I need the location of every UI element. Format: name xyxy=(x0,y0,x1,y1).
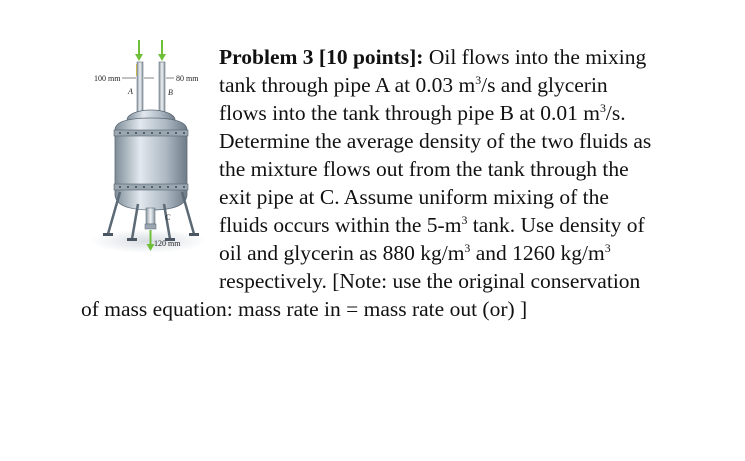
superscript-cubed: 3 xyxy=(600,100,606,115)
superscript-cubed: 3 xyxy=(464,240,471,255)
problem-line-8-text-a: oil and glycerin as 880 kg/m xyxy=(219,241,465,265)
inflow-arrow-b xyxy=(158,40,166,61)
problem-line-3 xyxy=(219,100,626,126)
problem-line-8-text-b: and 1260 kg/m xyxy=(470,241,605,265)
pipe-a xyxy=(137,62,143,112)
pipe-label-b: B xyxy=(168,88,173,97)
problem-line-7-text-b: tank. Use density of xyxy=(467,213,645,237)
dim-label-pipe-a: 100 mm xyxy=(94,74,121,83)
problem-line-2-text-a: tank through pipe A at 0.03 m xyxy=(219,73,476,97)
pipe-b xyxy=(159,62,165,112)
problem-line-7-text-a: fluids occurs within the 5-m xyxy=(219,213,462,237)
problem-line-5: the mixture flows out from the tank through the xyxy=(219,157,629,181)
problem-line-1 xyxy=(219,44,646,70)
pipe-label-a: A xyxy=(128,87,133,96)
problem-line-4: Determine the average density of the two fluids as xyxy=(219,129,652,153)
problem-line-9: respectively. [Note: use the original conservation xyxy=(219,269,641,293)
dim-label-pipe-b: 80 mm xyxy=(176,74,199,83)
problem-heading: Problem 3 [10 points]: xyxy=(219,45,424,69)
problem-line-8 xyxy=(219,240,611,266)
pipe-c xyxy=(146,208,155,224)
problem-line-10: of mass equation: mass rate in = mass rate out (or) ] xyxy=(81,297,528,321)
pipe-label-c: C xyxy=(165,213,171,222)
problem-line-6: exit pipe at C. Assume uniform mixing of the xyxy=(219,185,609,209)
inflow-arrow-a xyxy=(135,40,143,61)
mixing-tank-illustration xyxy=(82,34,220,270)
pipe-c-flange xyxy=(145,224,156,229)
superscript-cubed: 3 xyxy=(461,212,468,227)
superscript-cubed: 3 xyxy=(604,240,611,255)
mixing-tank-figure xyxy=(82,34,220,270)
superscript-cubed: 3 xyxy=(475,72,482,87)
problem-line-3-text-b: /s. xyxy=(605,101,626,125)
problem-line-3-text-a: flows into the tank through pipe B at 0.01 m xyxy=(219,101,600,125)
problem-line-2-text-b: /s and glycerin xyxy=(481,73,608,97)
problem-line-7 xyxy=(219,212,645,238)
problem-line-1-text: Oil flows into the mixing xyxy=(423,45,647,69)
problem-line-2 xyxy=(219,72,608,98)
dim-label-pipe-c: 120 mm xyxy=(154,239,181,248)
